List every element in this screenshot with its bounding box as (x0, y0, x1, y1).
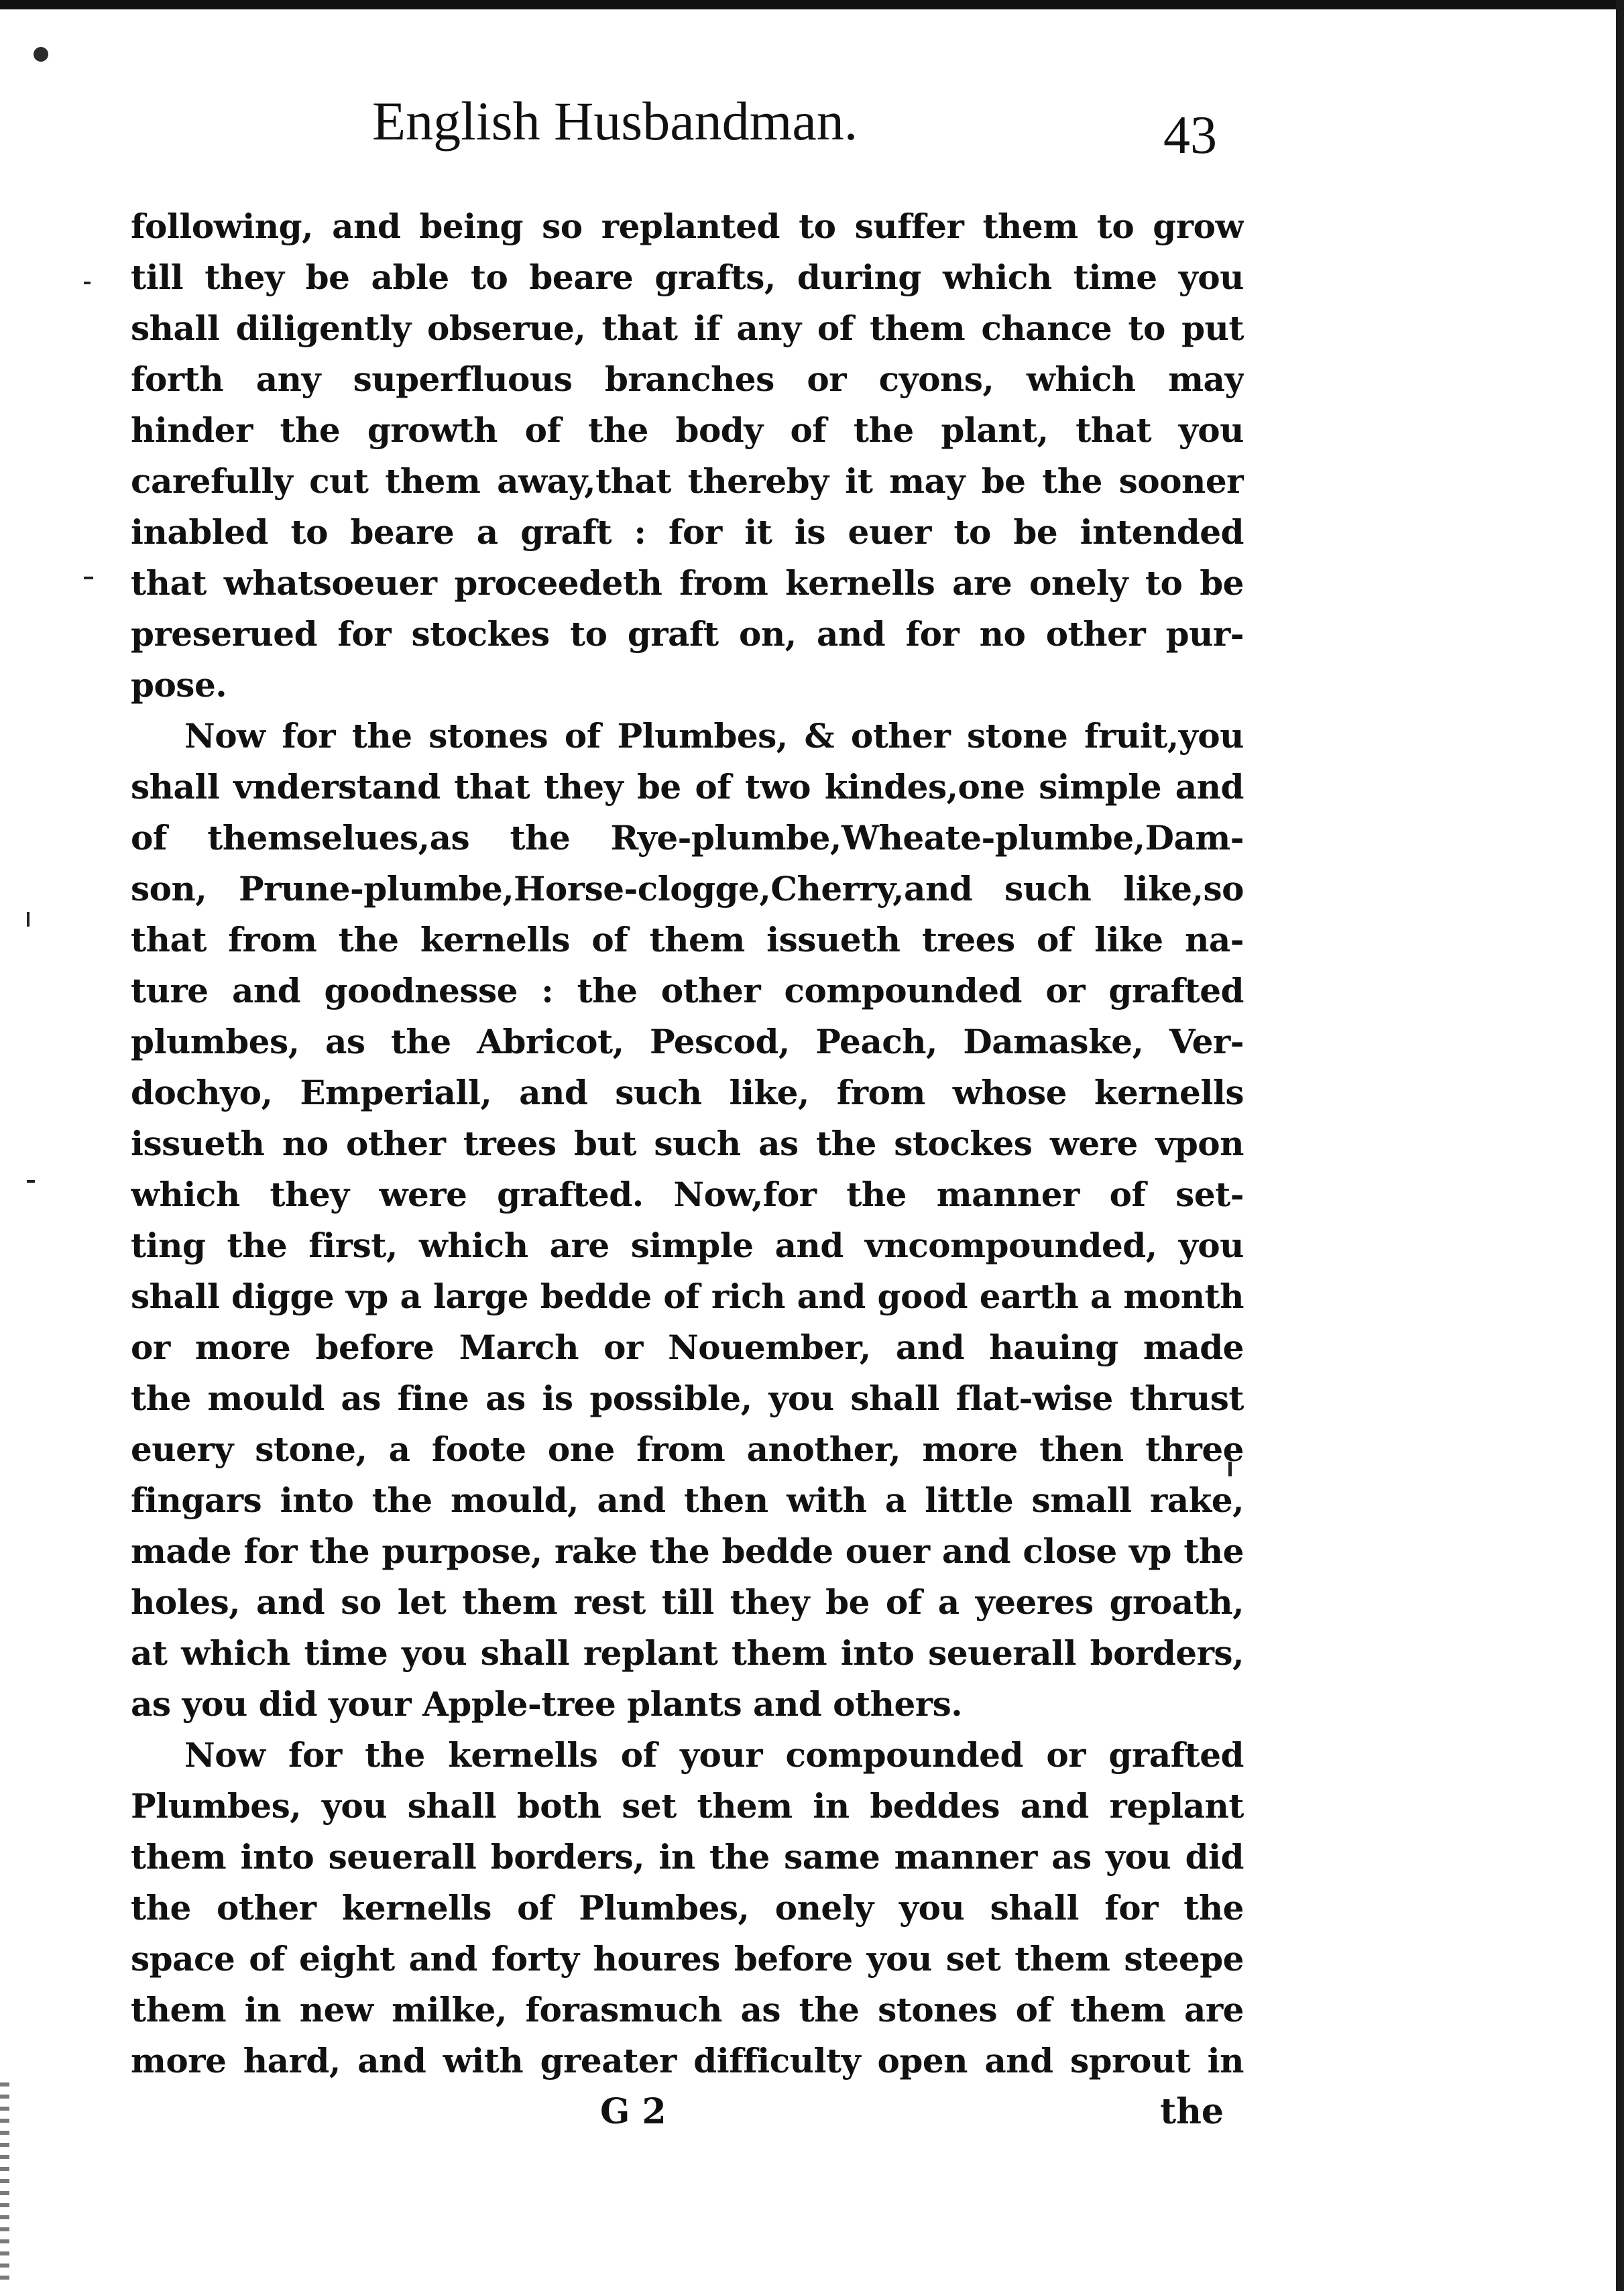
text-line: or more before March or Nouember, and hauing made (131, 1328, 1244, 1367)
book-page (131, 91, 1244, 2150)
running-head: English Husbandman. (372, 91, 858, 152)
text-line: euery stone, a foote one from another, more then three (131, 1429, 1244, 1469)
text-line: shall vnderstand that they be of two kindes,one simple and (131, 767, 1244, 807)
margin-mark (84, 282, 91, 284)
text-line: hinder the growth of the body of the plant, that you (131, 410, 1244, 450)
text-line: pose. (131, 665, 227, 705)
text-line: shall digge vp a large bedde of rich and good earth a month (131, 1277, 1244, 1316)
text-line: son, Prune-plumbe,Horse-clogge,Cherry,and such like,so (131, 869, 1244, 908)
scan-border-top (0, 0, 1624, 9)
text-line: ting the first, which are simple and vncompounded, you (131, 1226, 1244, 1265)
margin-mark (27, 1180, 35, 1183)
text-line: at which time you shall replant them into seuerall borders, (131, 1633, 1244, 1673)
text-line: that whatsoeuer proceedeth from kernells are onely to be (131, 563, 1244, 603)
text-line: dochyo, Emperiall, and such like, from whose kernells (131, 1073, 1244, 1112)
text-line: issueth no other trees but such as the stockes were vpon (131, 1124, 1244, 1163)
catchword: the (1160, 2091, 1224, 2132)
text-line: them into seuerall borders, in the same manner as you did (131, 1837, 1244, 1877)
scan-border-right (1616, 0, 1624, 2291)
text-line: fingars into the mould, and then with a little small rake, (131, 1480, 1244, 1520)
text-line: till they be able to beare grafts, during which time you (131, 257, 1244, 297)
text-line: ture and goodnesse : the other compounded or grafted (131, 971, 1244, 1010)
text-line: Now for the stones of Plumbes, & other stone fruit,you (184, 716, 1244, 756)
margin-mark (27, 912, 30, 927)
page-footer (131, 2089, 1244, 2150)
text-line: the other kernells of Plumbes, onely you shall for the (131, 1888, 1244, 1928)
text-line: forth any superfluous branches or cyons, which may (131, 359, 1244, 399)
body-text (131, 201, 1244, 2087)
signature-mark: G 2 (600, 2091, 666, 2132)
text-line: which they were grafted. Now,for the manner of set- (131, 1175, 1244, 1214)
text-line: Plumbes, you shall both set them in beddes and replant (131, 1786, 1244, 1826)
text-line: carefully cut them away,that thereby it may be the sooner (131, 461, 1244, 501)
page-header (131, 91, 1244, 201)
text-line: the mould as fine as is possible, you shall flat-wise thrust (131, 1378, 1244, 1418)
text-line: preserued for stockes to graft on, and for no other pur- (131, 614, 1244, 654)
ink-speck (34, 47, 48, 62)
text-line: that from the kernells of them issueth trees of like na- (131, 920, 1244, 959)
scan-edge-noise (0, 2078, 9, 2280)
margin-mark (84, 577, 93, 579)
text-line: as you did your Apple-tree plants and others. (131, 1684, 963, 1724)
text-line: space of eight and forty houres before you set them steepe (131, 1939, 1244, 1979)
text-line: Now for the kernells of your compounded or grafted (184, 1735, 1244, 1775)
text-line: plumbes, as the Abricot, Pescod, Peach, Damaske, Ver- (131, 1022, 1244, 1061)
text-line: inabled to beare a graft : for it is euer to be intended (131, 512, 1244, 552)
text-line: more hard, and with greater difficulty open and sprout in (131, 2041, 1244, 2080)
text-line: made for the purpose, rake the bedde ouer and close vp the (131, 1531, 1244, 1571)
text-line: of themselues,as the Rye-plumbe,Wheate-plumbe,Dam- (131, 818, 1244, 858)
text-line: shall diligently obserue, that if any of them chance to put (131, 308, 1244, 348)
text-line: following, and being so replanted to suffer them to grow (131, 207, 1244, 246)
text-line: holes, and so let them rest till they be of a yeeres groath, (131, 1582, 1244, 1622)
page-number: 43 (1163, 106, 1217, 165)
text-line: them in new milke, forasmuch as the stones of them are (131, 1990, 1244, 2030)
